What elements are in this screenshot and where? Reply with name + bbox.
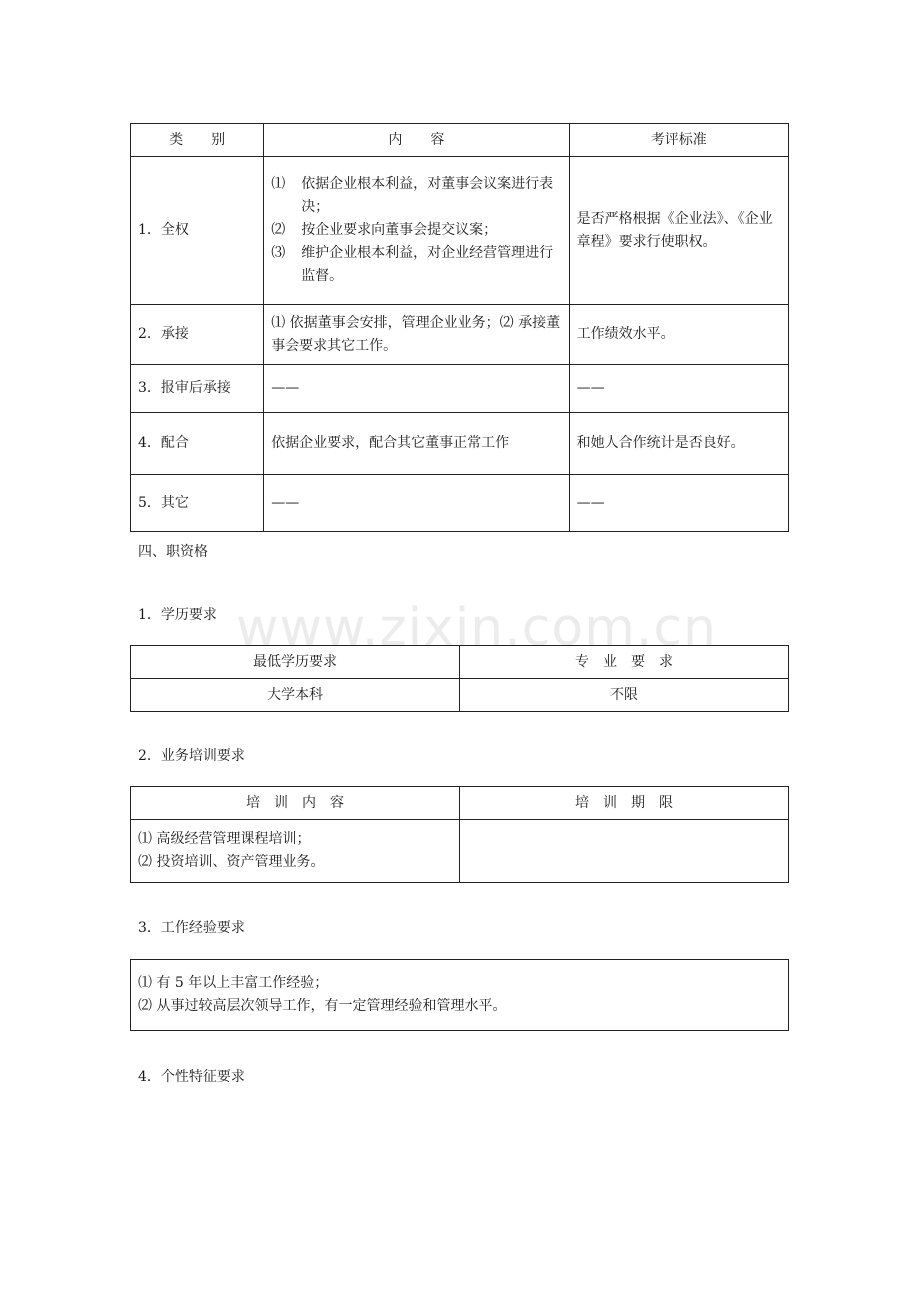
row-standard: 和她人合作统计是否良好。 (569, 413, 788, 475)
row-category: 3．报审后承接 (131, 365, 264, 413)
training-table (130, 786, 789, 883)
header-major: 专 业 要 求 (460, 646, 789, 679)
table-row (131, 820, 789, 883)
table-row (131, 305, 789, 365)
list-item: ⑴ 有 5 年以上丰富工作经验； (138, 975, 329, 991)
header-standard: 考评标准 (569, 124, 788, 157)
list-item: ⑵ 按企业要求向董事会提交议案； (271, 222, 498, 238)
header-training-period: 培 训 期 限 (460, 787, 789, 820)
training-content (131, 820, 460, 883)
watermark: www.zixin.com.cn (236, 598, 717, 658)
section-title: 四、职资格 (138, 544, 208, 560)
row-content (264, 157, 569, 305)
row-standard: 是否严格根据《企业法》、《企业章程》要求行使职权。 (569, 157, 788, 305)
major-value: 不限 (460, 679, 789, 712)
table-header-row (131, 787, 789, 820)
table-row (131, 679, 789, 712)
header-min-education: 最低学历要求 (131, 646, 460, 679)
personality-title: 4．个性特征要求 (138, 1069, 245, 1085)
training-title: 2．业务培训要求 (138, 748, 245, 764)
row-category: 5．其它 (131, 475, 264, 532)
table-header-row (131, 646, 789, 679)
row-category: 4．配合 (131, 413, 264, 475)
row-standard: 工作绩效水平。 (569, 305, 788, 365)
row-content: 依据企业要求，配合其它董事正常工作 (264, 413, 569, 475)
list-item: ⑵ 从事过较高层次领导工作，有一定管理经验和管理水平。 (138, 998, 507, 1014)
header-training-content: 培 训 内 容 (131, 787, 460, 820)
experience-title: 3．工作经验要求 (138, 920, 245, 936)
table-header-row (131, 124, 789, 157)
row-standard: —— (569, 365, 788, 413)
authority-table (130, 123, 789, 532)
table-row (131, 413, 789, 475)
list-item: ⑶ 维护企业根本利益，对企业经营管理进行监督。 (271, 245, 554, 284)
table-row (131, 365, 789, 413)
list-item: ⑴ 依据企业根本利益，对董事会议案进行表决； (271, 176, 554, 215)
table-row (131, 157, 789, 305)
training-period (460, 820, 789, 883)
list-item: ⑴ 高级经营管理课程培训； (138, 831, 311, 847)
education-title: 1．学历要求 (138, 607, 217, 623)
table-row (131, 475, 789, 532)
row-standard: —— (569, 475, 788, 532)
row-category: 2．承接 (131, 305, 264, 365)
header-content: 内 容 (264, 124, 569, 157)
row-content: —— (264, 365, 569, 413)
header-category: 类 别 (131, 124, 264, 157)
row-content: ⑴ 依据董事会安排，管理企业业务；⑵ 承接董事会要求其它工作。 (264, 305, 569, 365)
row-content: —— (264, 475, 569, 532)
list-item: ⑵ 投资培训、资产管理业务。 (138, 854, 325, 870)
education-table (130, 645, 789, 712)
min-education-value: 大学本科 (131, 679, 460, 712)
experience-box (130, 959, 789, 1031)
row-category: 1．全权 (131, 157, 264, 305)
